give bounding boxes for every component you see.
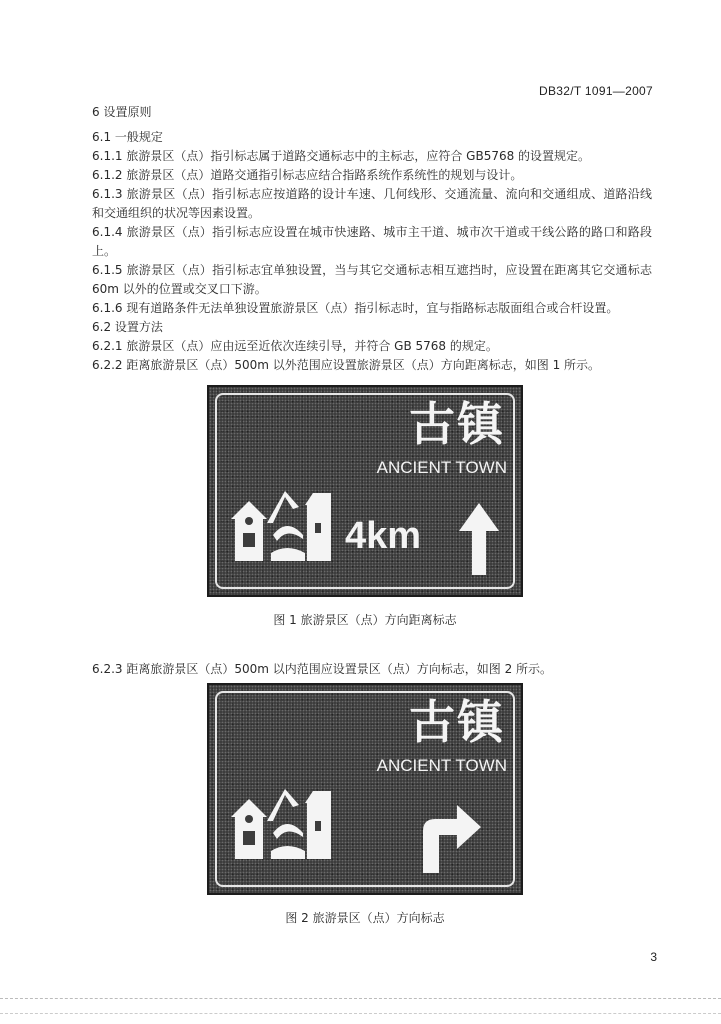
arrow-turn-right-icon [419,797,483,873]
footer-divider [0,998,721,999]
figure-2-caption: 图 2 旅游景区（点）方向标志 [285,911,445,925]
clause-6-1-5: 6.1.5 旅游景区（点）指引标志宜单独设置，当与其它交通标志相互遮挡时，应设置在距离其它交通标志 60m 以外的位置或交叉口下游。 [92,263,652,296]
clause-6-1-2: 6.1.2 旅游景区（点）道路交通指引标志应结合指路系统作系统性的规划与设计。 [92,168,523,182]
section-heading-6: 6 设置原则 [92,105,152,119]
direction-sign [207,683,523,895]
figure-1-caption: 图 1 旅游景区（点）方向距离标志 [273,613,457,627]
clause-6-2-3-block [92,660,652,679]
section-heading-6-1: 6.1 一般规定 [92,130,163,144]
direction-distance-sign [207,385,523,597]
clause-6-1-3: 6.1.3 旅游景区（点）指引标志应按道路的设计车速、几何线形、交通流量、流向和交通组成、道路沿线和交通组织的状况等因素设置。 [92,187,652,220]
clause-6-2-1: 6.2.1 旅游景区（点）应由远至近依次连续引导，并符合 GB 5768 的规定。 [92,339,498,353]
sign-chinese-text: 古镇 [409,397,505,451]
clause-6-2-2: 6.2.2 距离旅游景区（点）500m 以外范围应设置旅游景区（点）方向距离标志，如图 1 所示。 [92,358,601,372]
figure-1 [207,385,523,628]
footer-divider-lower [0,1013,721,1014]
clause-6-1-1: 6.1.1 旅游景区（点）指引标志属于道路交通标志中的主标志，应符合 GB5768 的设置规定。 [92,149,591,163]
section-heading-6-2: 6.2 设置方法 [92,320,163,334]
clause-6-1-4: 6.1.4 旅游景区（点）指引标志应设置在城市快速路、城市主干道、城市次干道或干线公路的路口和路段上。 [92,225,652,258]
sign-distance-text: 4km [345,515,422,557]
page-number: 3 [650,950,657,964]
sign-chinese-text: 古镇 [409,695,505,749]
clause-6-1-6: 6.1.6 现有道路条件无法单独设置旅游景区（点）指引标志时，宜与指路标志版面组合或合杆设置。 [92,301,619,315]
clause-6-2-3: 6.2.3 距离旅游景区（点）500m 以内范围应设置景区（点）方向标志，如图 2 所示。 [92,662,553,676]
arrow-up-icon [459,503,499,575]
figure-2 [207,683,523,926]
sign-english-text: ANCIENT TOWN [376,756,507,775]
body-text [92,103,652,375]
sign-english-text: ANCIENT TOWN [376,458,507,477]
ancient-town-icon [227,781,339,867]
ancient-town-icon [227,483,339,569]
standard-code-header: DB32/T 1091—2007 [539,84,653,98]
